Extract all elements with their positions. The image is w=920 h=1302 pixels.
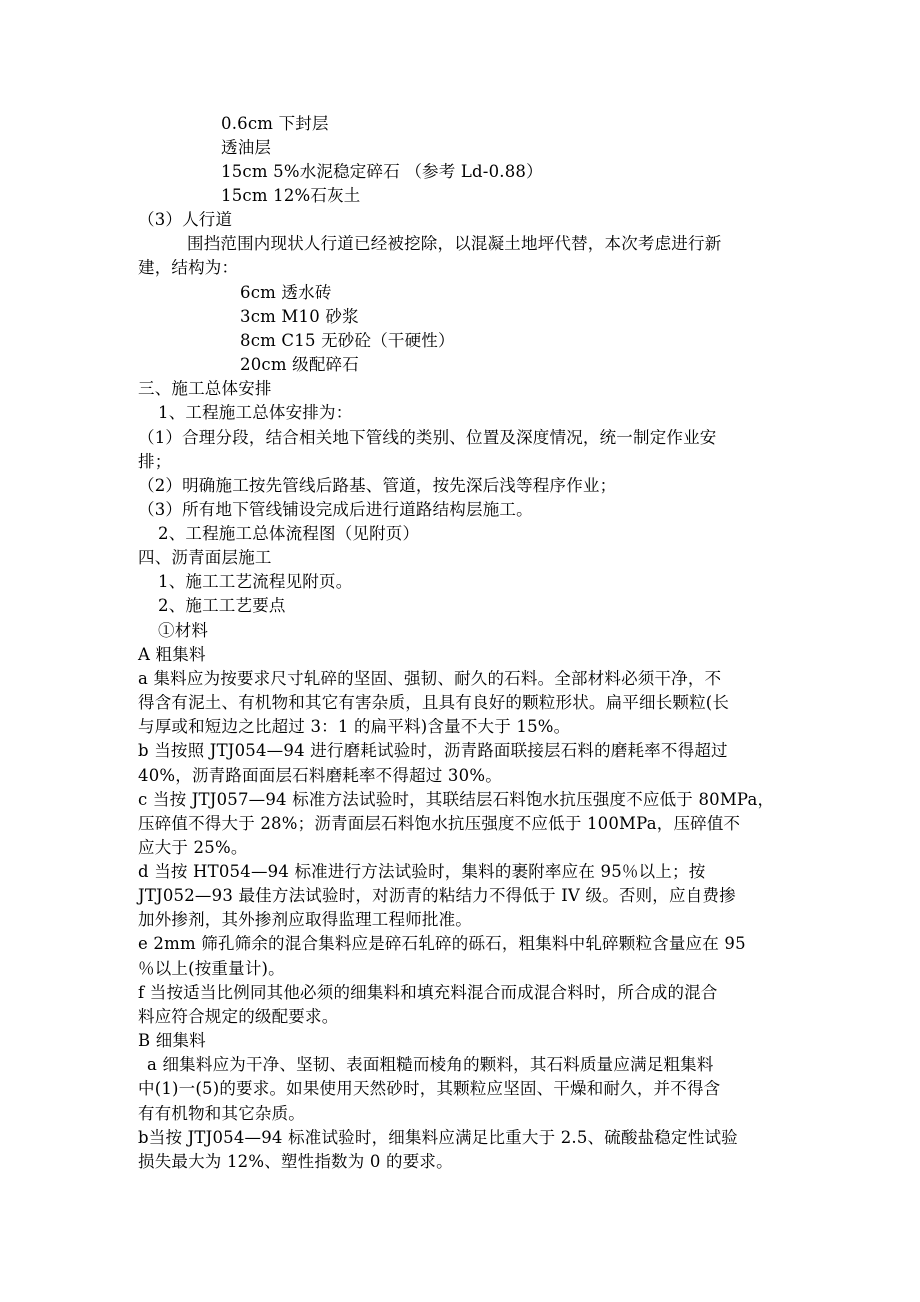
text-line: a 细集料应为干净、坚韧、表面粗糙而棱角的颗料，其石料质量应满足粗集料 [147, 1055, 714, 1074]
text-line: JTJ052—93 最佳方法试验时，对沥青的粘结力不得低于 IV 级。否则，应自费掺 [138, 886, 736, 905]
text-line: 20cm 级配碎石 [240, 355, 359, 374]
text-line: 料应符合规定的级配要求。 [138, 1007, 339, 1026]
text-line: e 2mm 筛孔筛余的混合集料应是碎石轧碎的砾石，粗集料中轧碎颗粒含量应在 95 [138, 934, 746, 953]
section-heading: （3）人行道 [138, 210, 233, 229]
text-line: ①材料 [158, 621, 209, 640]
text-line: 2、施工工艺要点 [158, 596, 286, 615]
text-line: 2、工程施工总体流程图（见附页） [158, 524, 420, 543]
text-line: 中(1)一(5)的要求。如果使用天然砂时，其颗粒应坚固、干燥和耐久，并不得含 [138, 1079, 721, 1098]
text-line: 应大于 25%。 [138, 838, 248, 857]
text-line: （3）所有地下管线铺设完成后进行道路结构层施工。 [138, 500, 533, 519]
text-line: 6cm 透水砖 [240, 283, 332, 302]
section-heading: 四、沥青面层施工 [138, 548, 272, 567]
text-line: 加外掺剂，其外掺剂应取得监理工程师批准。 [138, 910, 472, 929]
text-line: 压碎值不得大于 28%；沥青面层石料饱水抗压强度不应低于 100MPa，压碎值不 [138, 814, 741, 833]
text-line: 透油层 [221, 138, 272, 157]
text-line: 40%，沥青路面面层石料磨耗率不得超过 30%。 [138, 766, 502, 785]
text-line: 1、工程施工总体安排为： [158, 403, 353, 422]
text-line: 8cm C15 无砂砼（干硬性） [240, 331, 455, 350]
text-line: b当按 JTJ054—94 标准试验时，细集料应满足比重大于 2.5、硫酸盐稳定性试验 [138, 1128, 738, 1147]
subsection-heading: A 粗集料 [138, 645, 206, 664]
text-line: 0.6cm 下封层 [221, 114, 329, 133]
text-line: （2）明确施工按先管线后路基、管道，按先深后浅等程序作业； [138, 476, 617, 495]
text-line: 建，结构为： [138, 258, 239, 277]
text-line: c 当按 JTJ057—94 标准方法试验时，其联结层石料饱水抗压强度不应低于 80MPa， [138, 790, 775, 809]
text-line: 15cm 12%石灰土 [221, 186, 361, 205]
text-line: 与厚或和短边之比超过 3：1 的扁平料)含量不大于 15%。 [138, 717, 571, 736]
text-line: 1、施工工艺流程见附页。 [158, 572, 353, 591]
text-line: a 集料应为按要求尺寸轧碎的坚固、强韧、耐久的石料。全部材料必须干净，不 [138, 669, 722, 688]
text-line: （1）合理分段，结合相关地下管线的类别、位置及深度情况，统一制定作业安 [138, 428, 717, 447]
text-line: 3cm M10 砂浆 [240, 307, 359, 326]
text-line: f 当按适当比例同其他必须的细集料和填充料混合而成混合料时，所合成的混合 [138, 983, 718, 1002]
text-line: 有有机物和其它杂质。 [138, 1104, 305, 1123]
section-heading: 三、施工总体安排 [138, 379, 272, 398]
text-line: 15cm 5%水泥稳定碎石 （参考 Ld-0.88） [221, 162, 543, 181]
text-line: 排； [138, 452, 172, 471]
text-line: 损失最大为 12%、塑性指数为 0 的要求。 [138, 1152, 453, 1171]
text-line: b 当按照 JTJ054—94 进行磨耗试验时，沥青路面联接层石料的磨耗率不得超过 [138, 741, 728, 760]
text-line: 得含有泥土、有机物和其它有害杂质，且具有良好的颗粒形状。扁平细长颗粒(长 [138, 693, 730, 712]
text-line: ％以上(按重量计)。 [138, 959, 285, 978]
subsection-heading: B 细集料 [138, 1031, 206, 1050]
text-line: d 当按 HT054—94 标准进行方法试验时，集料的裹附率应在 95％以上；按 [138, 862, 706, 881]
text-line: 围挡范围内现状人行道已经被挖除，以混凝土地坪代替，本次考虑进行新 [187, 234, 722, 253]
